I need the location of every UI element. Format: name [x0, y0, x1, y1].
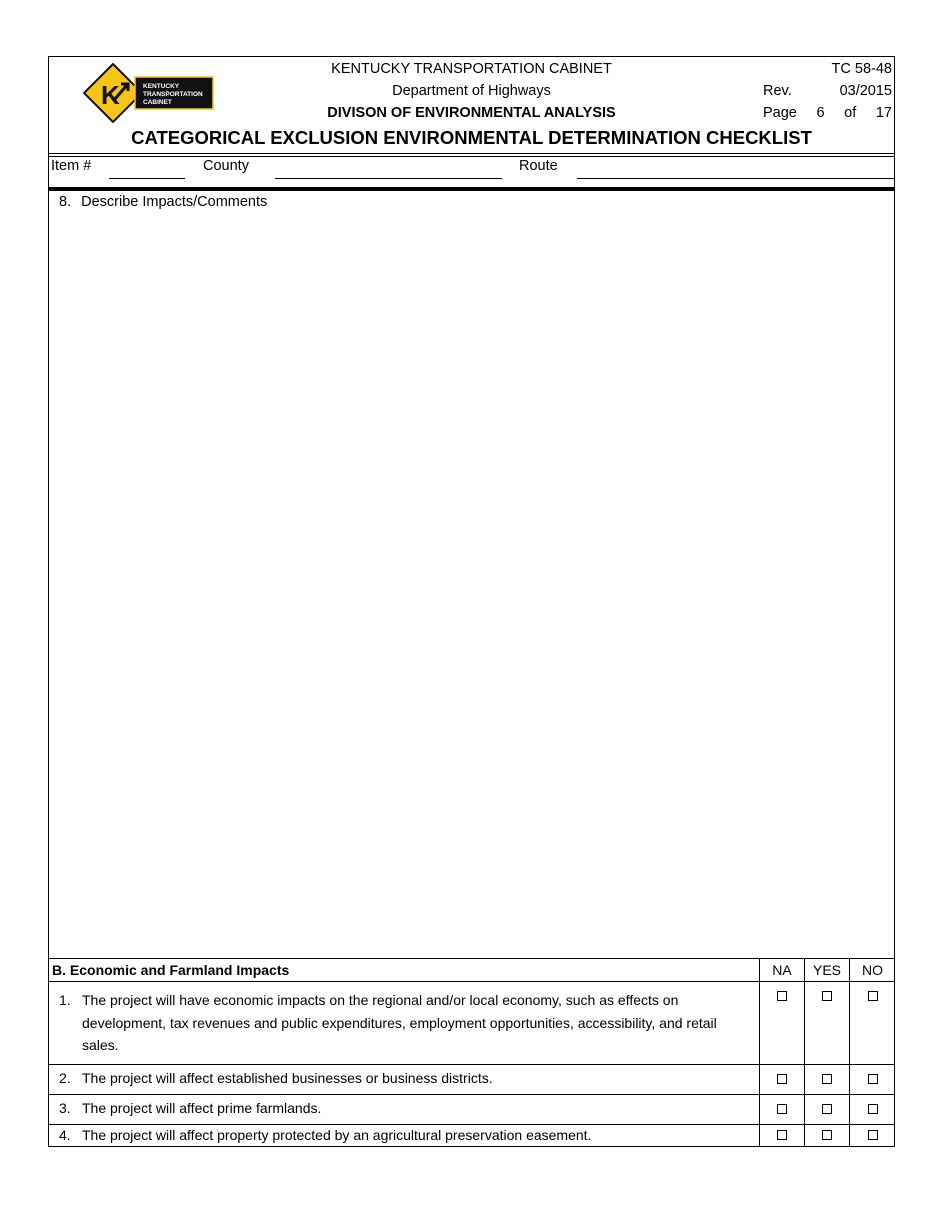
checkbox-no[interactable]	[868, 1130, 878, 1140]
department-name: Department of Highways	[392, 83, 551, 99]
page-label: Page	[763, 105, 797, 121]
table-row	[49, 981, 894, 1064]
divider	[49, 153, 894, 154]
logo-text-line: KENTUCKY	[143, 83, 180, 90]
col-header-no: NO	[849, 959, 895, 981]
col-header-na: NA	[759, 959, 804, 981]
project-info-row	[49, 157, 894, 181]
item-input[interactable]	[109, 158, 185, 178]
of-label: of	[844, 105, 857, 121]
checkbox-na[interactable]	[777, 1074, 787, 1084]
question-text: The project will affect property protected by an agricultural preservation easement.	[82, 1127, 592, 1143]
checklist-form	[48, 56, 895, 1147]
question-number: 4.	[59, 1127, 71, 1143]
question-number: 2.	[59, 1070, 71, 1086]
table-header-row	[49, 958, 894, 981]
thick-divider	[49, 187, 894, 191]
economic-farmland-table	[49, 958, 894, 1146]
checkbox-yes[interactable]	[822, 1130, 832, 1140]
checkbox-na[interactable]	[777, 1130, 787, 1140]
form-number: TC 58-48	[831, 61, 892, 77]
page-title: CATEGORICAL EXCLUSION ENVIRONMENTAL DETERMINATION CHECKLIST	[131, 127, 812, 148]
checkbox-na[interactable]	[777, 1104, 787, 1114]
division-name: DIVISON OF ENVIRONMENTAL ANALYSIS	[327, 105, 616, 121]
county-label: County	[203, 158, 249, 174]
question-number: 1.	[59, 992, 71, 1008]
agency-name: KENTUCKY TRANSPORTATION CABINET	[331, 61, 612, 77]
logo-text-line: CABINET	[143, 99, 172, 106]
table-row	[49, 1094, 894, 1124]
item-underline	[109, 178, 185, 179]
rev-label: Rev.	[763, 83, 792, 99]
checkbox-yes[interactable]	[822, 1074, 832, 1084]
kytc-logo	[83, 63, 215, 123]
impacts-comments-label	[59, 194, 267, 210]
impacts-comments-textarea[interactable]	[51, 217, 893, 955]
checkbox-no[interactable]	[868, 1074, 878, 1084]
question-text: The project will have economic impacts on the regional and/or local economy, such as effects on development, tax revenues and public expenditures, employment opportunities, accessibility, and retail sales.	[82, 992, 717, 1053]
comments-number: 8.	[59, 194, 72, 210]
col-header-yes: YES	[804, 959, 849, 981]
logo-text-line: TRANSPORTATION	[143, 91, 203, 98]
page-total: 17	[875, 105, 892, 121]
header-agency-block	[279, 58, 664, 124]
county-input[interactable]	[275, 158, 502, 178]
route-underline	[577, 178, 895, 179]
checkbox-no[interactable]	[868, 991, 878, 1001]
section-b-heading: B. Economic and Farmland Impacts	[52, 962, 290, 978]
logo-k-letter: K	[101, 80, 120, 110]
checkbox-na[interactable]	[777, 991, 787, 1001]
checkbox-no[interactable]	[868, 1104, 878, 1114]
table-row	[49, 1064, 894, 1094]
comments-label: Describe Impacts/Comments	[81, 194, 268, 210]
page-number: 6	[816, 105, 825, 121]
route-input[interactable]	[577, 158, 895, 178]
question-text: The project will affect prime farmlands.	[82, 1100, 322, 1116]
checkbox-yes[interactable]	[822, 1104, 832, 1114]
checkbox-yes[interactable]	[822, 991, 832, 1001]
item-label: Item #	[51, 158, 92, 174]
county-underline	[275, 178, 502, 179]
table-row	[49, 1124, 894, 1146]
route-label: Route	[519, 158, 558, 174]
question-number: 3.	[59, 1100, 71, 1116]
rev-date: 03/2015	[839, 83, 892, 99]
question-text: The project will affect established businesses or business districts.	[82, 1070, 493, 1086]
form-info-block	[757, 58, 892, 124]
